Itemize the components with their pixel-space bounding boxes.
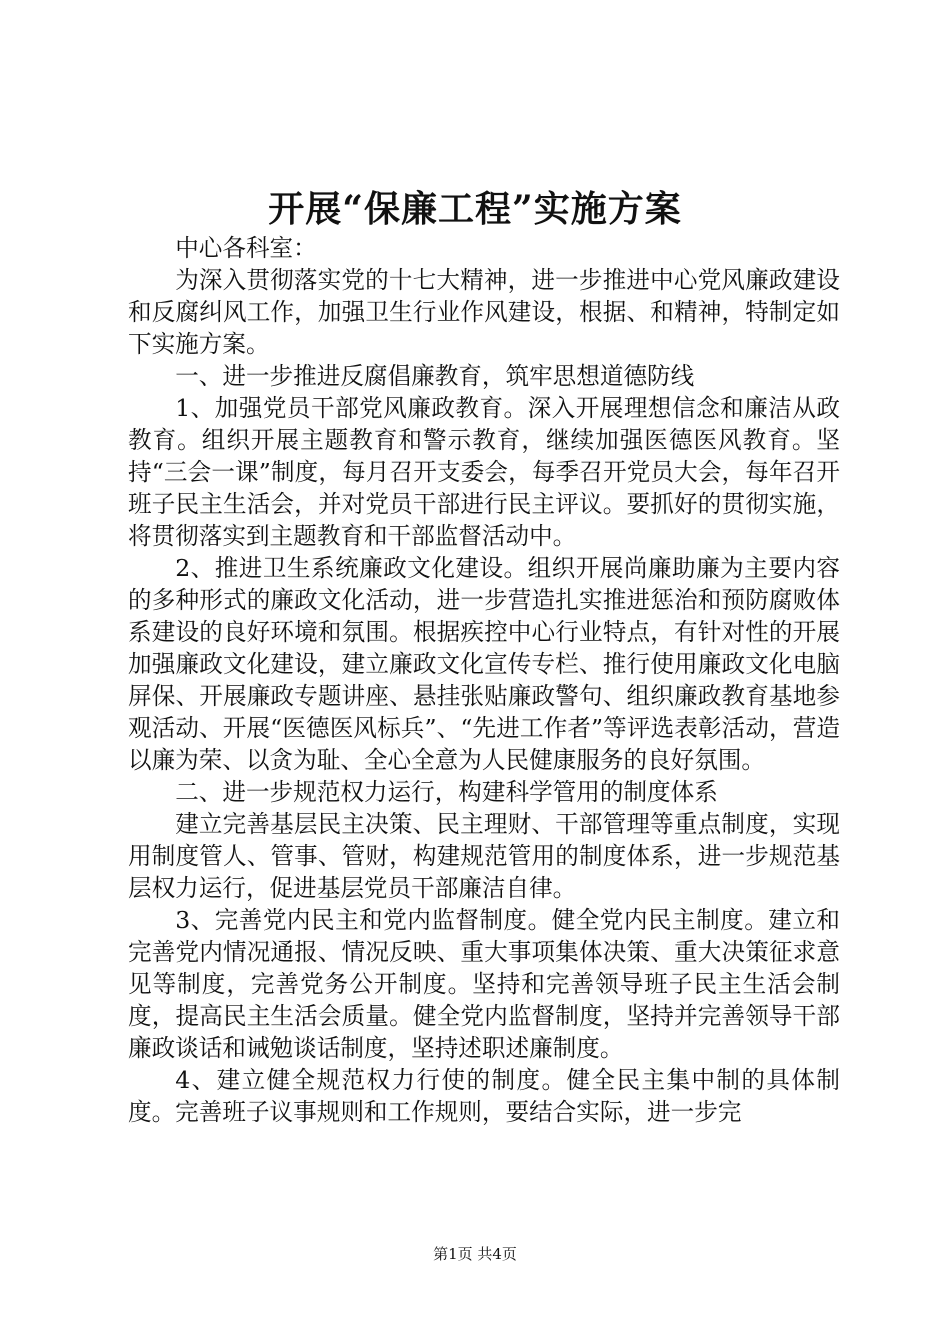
salutation-paragraph: 中心各科室： — [175, 234, 317, 262]
page-footer: 第1页 共4页 — [433, 1245, 517, 1263]
intro-paragraph: 为深入贯彻落实党的十七大精神，进一步推进中心党风廉政建设和反腐纠风工作，加强卫生行业作风建设，根据、和精神，特制定如下实施方案。 — [128, 266, 840, 358]
body-paragraph: 4、建立健全规范权力行使的制度。健全民主集中制的具体制度。完善班子议事规则和工作规则，要结合实际，进一步完 — [128, 1066, 840, 1126]
section-heading-2: 二、进一步规范权力运行，构建科学管用的制度体系 — [175, 778, 718, 806]
section-heading-1: 一、进一步推进反腐倡廉教育，筑牢思想道德防线 — [175, 362, 695, 390]
body-paragraph: 1、加强党员干部党风廉政教育。深入开展理想信念和廉洁从政教育。组织开展主题教育和警示教育，继续加强医德医风教育。坚持“三会一课”制度，每月召开支委会，每季召开党员大会，每年召开班子民主生活会，并对党员干部进行民主评议。要抓好的贯彻实施，将贯彻落实到主题教育和干部监督活动中。 — [128, 394, 840, 550]
body-paragraph: 建立完善基层民主决策、民主理财、干部管理等重点制度，实现用制度管人、管事、管财，构建规范管用的制度体系，进一步规范基层权力运行，促进基层党员干部廉洁自律。 — [128, 810, 840, 902]
document-body — [128, 232, 840, 1128]
document-title: 开展“保廉工程”实施方案 — [268, 188, 682, 230]
body-paragraph: 3、完善党内民主和党内监督制度。健全党内民主制度。建立和完善党内情况通报、情况反映、重大事项集体决策、重大决策征求意见等制度，完善党务公开制度。坚持和完善领导班子民主生活会制度，提高民主生活会质量。健全党内监督制度，坚持并完善领导干部廉政谈话和诫勉谈话制度，坚持述职述廉制度。 — [128, 906, 840, 1062]
body-paragraph: 2、推进卫生系统廉政文化建设。组织开展尚廉助廉为主要内容的多种形式的廉政文化活动，进一步营造扎实推进惩治和预防腐败体系建设的良好环境和氛围。根据疾控中心行业特点，有针对性的开展加强廉政文化建设，建立廉政文化宣传专栏、推行使用廉政文化电脑屏保、开展廉政专题讲座、悬挂张贴廉政警句、组织廉政教育基地参观活动、开展“医德医风标兵”、“先进工作者”等评选表彰活动，营造以廉为荣、以贪为耻、全心全意为人民健康服务的良好氛围。 — [128, 554, 840, 774]
